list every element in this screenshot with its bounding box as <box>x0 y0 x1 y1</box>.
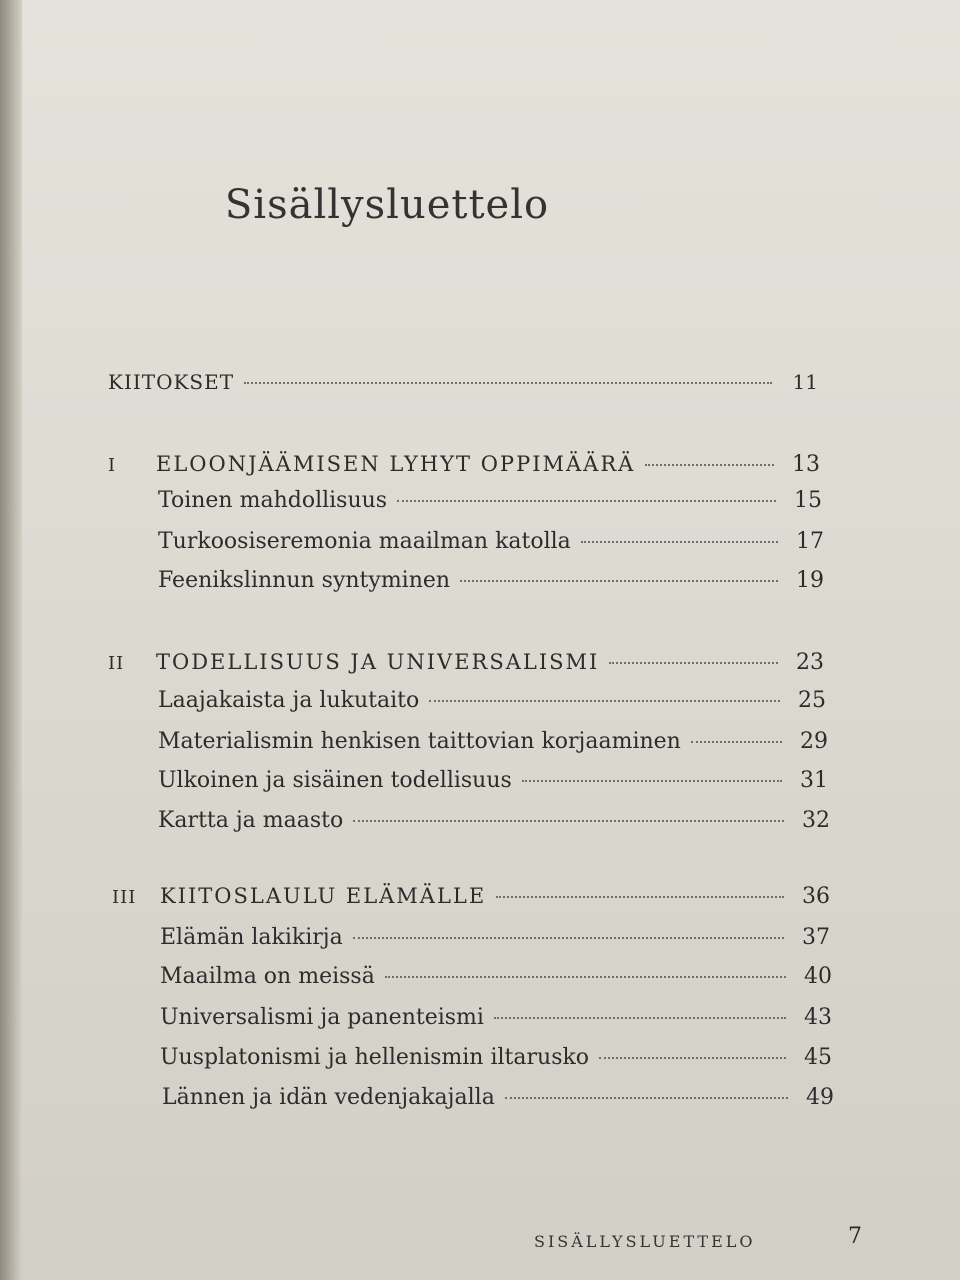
toc-label: Toinen mahdollisuus <box>158 488 388 513</box>
toc-leader-dots <box>353 820 784 822</box>
toc-label: TODELLISUUS JA UNIVERSALISMI <box>156 650 600 674</box>
toc-label: Materialismin henkisen taittovian korjaaminen <box>158 729 681 754</box>
toc-leader-dots <box>645 464 774 466</box>
toc-entry <box>158 488 822 513</box>
book-spine-shadow <box>0 0 22 1280</box>
toc-part-numeral: I <box>108 455 117 476</box>
toc-leader-dots <box>244 382 772 384</box>
toc-entry <box>160 964 832 989</box>
toc-entry <box>160 925 830 950</box>
toc-label: Universalismi ja panenteismi <box>160 1005 484 1030</box>
toc-leader-dots <box>522 780 782 782</box>
toc-label: Kartta ja maasto <box>158 808 344 833</box>
toc-label: KIITOKSET <box>108 370 235 394</box>
toc-leader-dots <box>581 541 778 543</box>
book-page <box>22 0 960 1280</box>
toc-label: Feenikslinnun syntyminen <box>158 568 451 593</box>
toc-label: Uusplatonismi ja hellenismin iltarusko <box>160 1045 590 1070</box>
folio-page-number: 7 <box>848 1224 862 1249</box>
toc-entry-acknowledgements <box>108 370 818 394</box>
toc-page-number: 17 <box>796 529 824 554</box>
toc-page-number: 25 <box>798 688 826 713</box>
toc-page-number: 40 <box>804 964 832 989</box>
toc-label: ELOONJÄÄMISEN LYHYT OPPIMÄÄRÄ <box>156 452 636 476</box>
toc-entry <box>158 808 830 833</box>
toc-leader-dots <box>460 580 778 582</box>
toc-entry <box>160 1005 832 1030</box>
toc-leader-dots <box>691 741 782 743</box>
toc-label: Laajakaista ja lukutaito <box>158 688 420 713</box>
toc-leader-dots <box>397 500 776 502</box>
toc-label: Lännen ja idän vedenjakajalla <box>162 1085 495 1110</box>
toc-leader-dots <box>505 1097 788 1099</box>
running-head: SISÄLLYSLUETTELO <box>534 1232 756 1251</box>
toc-label: Ulkoinen ja sisäinen todellisuus <box>158 768 512 793</box>
toc-label: Maailma on meissä <box>160 964 375 989</box>
toc-page-number: 49 <box>806 1085 834 1110</box>
toc-page-number: 15 <box>794 488 822 513</box>
toc-page-number: 19 <box>796 568 824 593</box>
toc-leader-dots <box>353 937 784 939</box>
toc-part-numeral: II <box>108 653 125 674</box>
toc-entry <box>160 1045 832 1070</box>
toc-part-1 <box>108 452 820 477</box>
toc-page-number: 45 <box>804 1045 832 1070</box>
toc-page-number: 43 <box>804 1005 832 1030</box>
toc-leader-dots <box>385 976 786 978</box>
toc-page-number: 32 <box>802 808 830 833</box>
toc-part-2 <box>108 650 824 675</box>
toc-label: KIITOSLAULU ELÄMÄLLE <box>160 884 487 908</box>
toc-entry <box>158 568 824 593</box>
toc-part-numeral: III <box>112 887 137 908</box>
toc-page-number: 37 <box>802 925 830 950</box>
toc-entry <box>158 729 828 754</box>
toc-page-number: 29 <box>800 729 828 754</box>
toc-page-number: 13 <box>792 452 820 477</box>
toc-page-number: 31 <box>800 768 828 793</box>
toc-page-number: 36 <box>802 884 830 909</box>
toc-leader-dots <box>429 700 780 702</box>
page-title: Sisällysluettelo <box>224 182 550 228</box>
toc-entry <box>162 1085 834 1110</box>
toc-part-3 <box>112 884 830 909</box>
toc-entry <box>158 529 824 554</box>
toc-leader-dots <box>496 896 784 898</box>
toc-label: Turkoosiseremonia maailman katolla <box>158 529 571 554</box>
toc-entry <box>158 768 828 793</box>
toc-page-number: 11 <box>792 370 818 394</box>
toc-entry <box>158 688 826 713</box>
toc-page-number: 23 <box>796 650 824 675</box>
toc-leader-dots <box>494 1017 786 1019</box>
toc-leader-dots <box>599 1057 786 1059</box>
toc-label: Elämän lakikirja <box>160 925 343 950</box>
toc-leader-dots <box>609 662 778 664</box>
